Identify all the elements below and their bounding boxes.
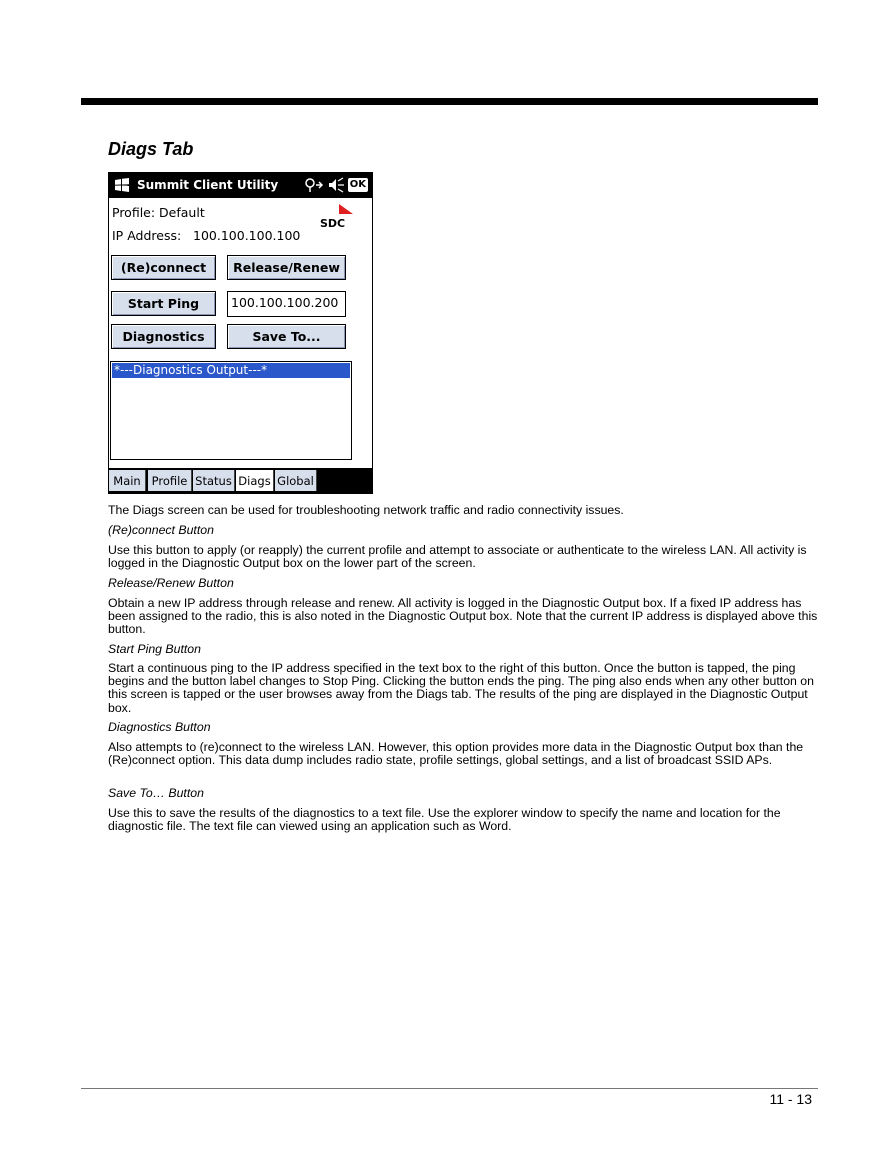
- tab-main[interactable]: Main: [109, 470, 146, 491]
- tab-global[interactable]: Global: [275, 470, 317, 491]
- tab-diags[interactable]: Diags: [236, 470, 274, 491]
- reconnect-button[interactable]: (Re)connect: [111, 255, 216, 280]
- speaker-icon[interactable]: [327, 177, 345, 193]
- ok-button[interactable]: OK: [349, 179, 366, 190]
- windows-logo-icon[interactable]: [114, 177, 130, 193]
- diagnostics-button[interactable]: Diagnostics: [111, 324, 216, 349]
- tab-profile[interactable]: Profile: [148, 470, 192, 491]
- intro-paragraph: The Diags screen can be used for troubleshooting network traffic and radio connectivity issues.: [108, 503, 624, 517]
- section-heading-save-to: Save To… Button: [108, 786, 204, 800]
- section-text-reconnect: Use this button to apply (or reapply) the current profile and attempt to associate or authenticate to the wireless LAN. All activity is logged in the Diagnostic Output box on the lower part of the screen.: [108, 543, 807, 571]
- section-text-release-renew: Obtain a new IP address through release and renew. All activity is logged in the Diagnostic Output box. If a fixed IP address has been assigned to the radio, this is also noted in the Diagnostic Output box. Note that the current IP address is displayed above this button.: [108, 596, 818, 637]
- start-ping-button[interactable]: Start Ping: [111, 291, 216, 316]
- section-text-start-ping: Start a continuous ping to the IP address specified in the text box to the right of this button. Once the button is tapped, the ping begins and the button label changes to Stop Ping. Clicking the button ends the ping. The ping also ends when any other button on this screen is tapped or the user browses away from the Diags tab. The results of the ping are displayed in the Diagnostic Output box.: [108, 661, 814, 715]
- profile-label: Profile: Default: [112, 205, 205, 220]
- section-text-diagnostics: Also attempts to (re)connect to the wireless LAN. However, this option provides more data in the Diagnostic Output box than the (Re)connect option. This data dump includes radio state, profile settings, global settings, and a list of broadcast SSID APs.: [108, 740, 804, 768]
- section-heading-reconnect: (Re)connect Button: [108, 523, 214, 537]
- output-line[interactable]: *---Diagnostics Output---*: [112, 363, 350, 378]
- title-bar: [109, 173, 372, 198]
- top-rule: [81, 98, 818, 105]
- diagnostics-output-box[interactable]: [110, 361, 352, 460]
- sdc-logo-text: SDC: [320, 217, 346, 229]
- release-renew-button[interactable]: Release/Renew: [227, 255, 346, 280]
- app-title: Summit Client Utility: [137, 178, 279, 192]
- section-heading-diagnostics: Diagnostics Button: [108, 720, 211, 734]
- signal-icon[interactable]: [304, 177, 324, 193]
- tab-status[interactable]: Status: [193, 470, 235, 491]
- section-heading-release-renew: Release/Renew Button: [108, 576, 234, 590]
- sdc-logo: [313, 201, 355, 229]
- page-number: 11 - 13: [769, 1091, 812, 1107]
- save-to-button[interactable]: Save To...: [227, 324, 346, 349]
- section-title: Diags Tab: [108, 139, 194, 159]
- device-screenshot: [108, 172, 373, 494]
- tab-bar: [109, 468, 372, 493]
- ip-address-value: 100.100.100.100: [193, 228, 301, 243]
- ip-address-label: IP Address:: [112, 228, 182, 243]
- bottom-rule: [81, 1088, 818, 1089]
- title-bar-icons: [304, 177, 368, 193]
- ping-target-input[interactable]: 100.100.100.200: [227, 291, 346, 317]
- section-heading-start-ping: Start Ping Button: [108, 642, 201, 656]
- section-text-save-to: Use this to save the results of the diagnostics to a text file. Use the explorer window to specify the name and location for the diagnostic file. The text file can viewed using an application such as Word.: [108, 806, 781, 834]
